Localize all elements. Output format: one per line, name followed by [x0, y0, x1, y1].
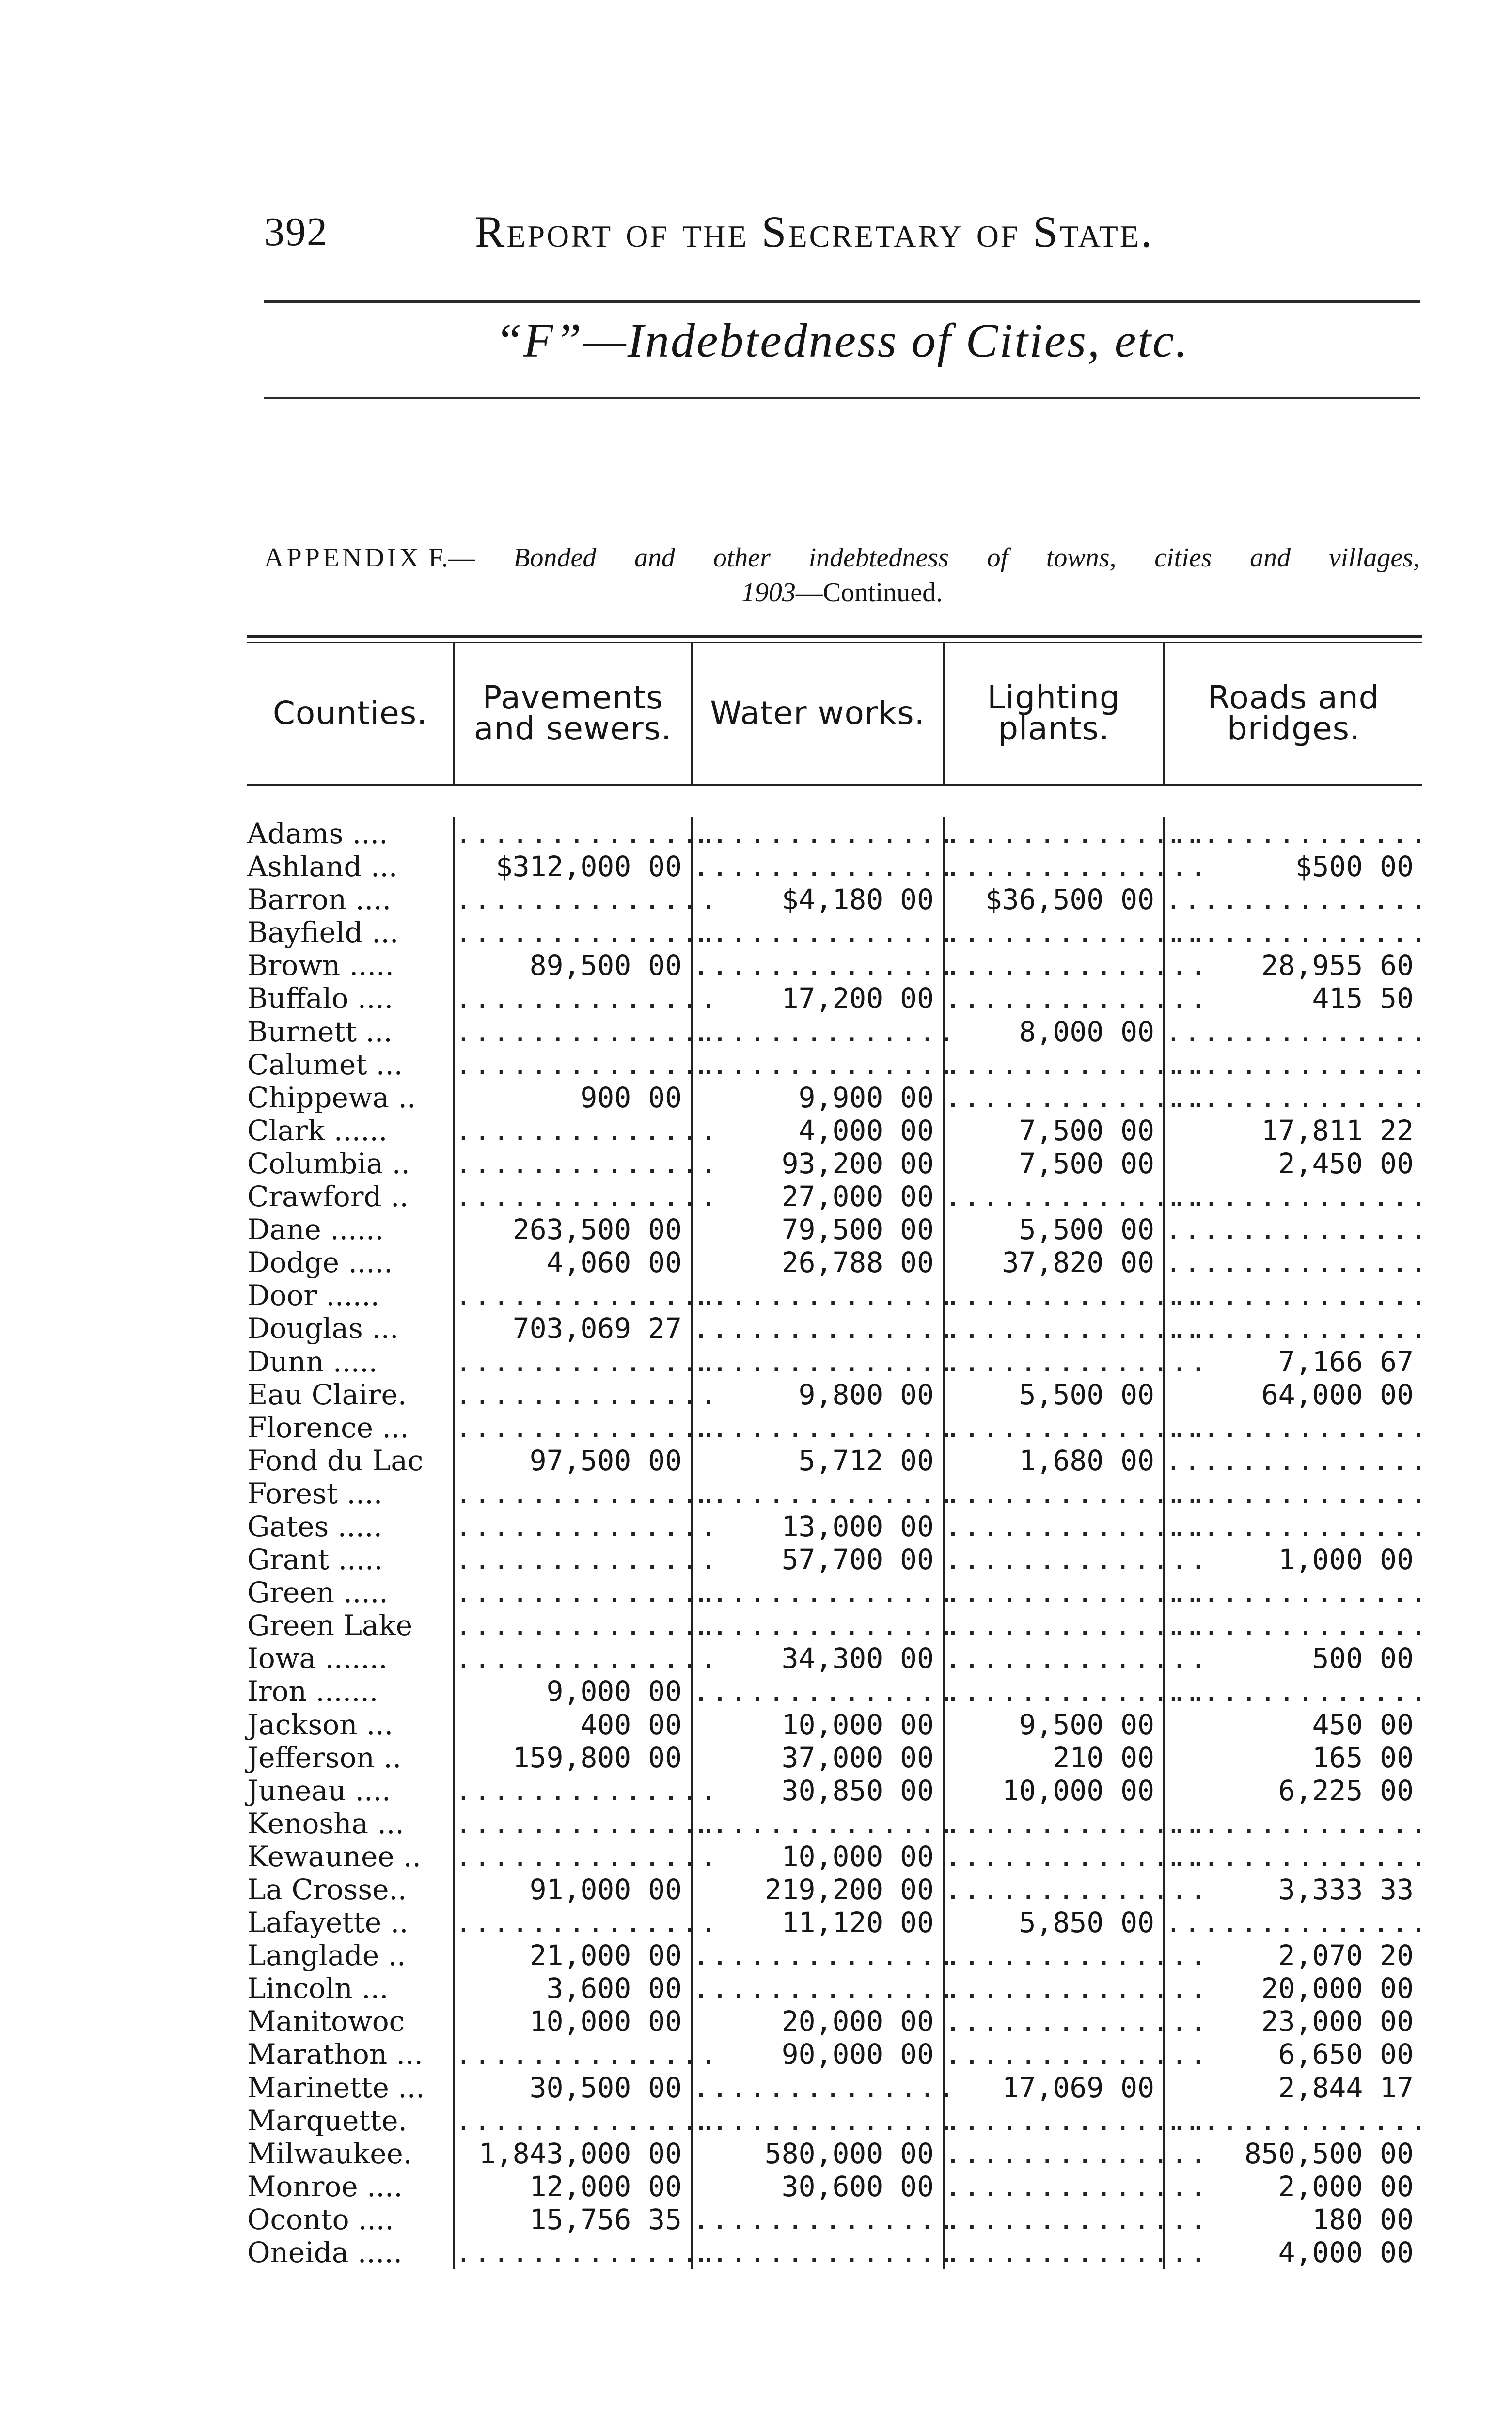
leader-dots: .............. [943, 2038, 1163, 2071]
table-row [247, 1840, 1429, 1873]
county-name: Bayfield ... [247, 916, 399, 949]
leader-dots: .............. [691, 949, 943, 982]
amount-cell-roads: 415 50 [1163, 982, 1422, 1015]
leader-dots: .............. [453, 2038, 691, 2071]
county-name: Green ..... [247, 1576, 388, 1609]
county-name: Gates ..... [247, 1510, 382, 1543]
leader-dots: .............. [453, 1807, 691, 1840]
appendix-description-word: indebtedness [808, 543, 949, 573]
leader-dots: .............. [1163, 1576, 1422, 1609]
amount-cell-pavements: 10,000 00 [453, 2005, 691, 2038]
leader-dots: .............. [943, 1675, 1163, 1708]
county-name: Calumet ... [247, 1048, 403, 1081]
leader-dots: .............. [691, 1939, 943, 1972]
table-header-row [247, 643, 1422, 786]
leader-dots: .............. [691, 1279, 943, 1312]
leader-dots: .............. [453, 1642, 691, 1675]
county-name: Manitowoc [247, 2005, 405, 2038]
leader-dots: .............. [1163, 1048, 1422, 1081]
leader-dots: .............. [943, 1807, 1163, 1840]
table-row [247, 1015, 1429, 1048]
leader-dots: .............. [691, 2071, 943, 2104]
amount-cell-lighting: 8,000 00 [943, 1015, 1163, 1048]
county-name: Lafayette .. [247, 1906, 409, 1939]
leader-dots: .............. [691, 1345, 943, 1378]
amount-cell-roads: 180 00 [1163, 2203, 1422, 2236]
amount-cell-water: 17,200 00 [691, 982, 943, 1015]
table-row [247, 883, 1429, 916]
amount-cell-lighting: 1,680 00 [943, 1444, 1163, 1477]
amount-cell-lighting: 5,850 00 [943, 1906, 1163, 1939]
table-row [247, 1609, 1429, 1642]
amount-cell-water: 26,788 00 [691, 1246, 943, 1279]
column-header-water-works: Water works. [691, 643, 943, 784]
amount-cell-water: $4,180 00 [691, 883, 943, 916]
table-row [247, 949, 1422, 982]
leader-dots: .............. [1163, 817, 1422, 850]
amount-cell-pavements: 900 00 [453, 1081, 691, 1114]
table-row [247, 1114, 1422, 1147]
amount-cell-pavements: 159,800 00 [453, 1741, 691, 1774]
county-name: Columbia .. [247, 1147, 410, 1180]
table-row [247, 1807, 1429, 1840]
leader-dots: .............. [1163, 1807, 1422, 1840]
header-rule [264, 300, 1420, 303]
amount-cell-pavements: 4,060 00 [453, 1246, 691, 1279]
amount-cell-pavements: 21,000 00 [453, 1939, 691, 1972]
leader-dots: .............. [691, 1312, 943, 1345]
county-name: Kenosha ... [247, 1807, 404, 1840]
county-name: Douglas ... [247, 1312, 399, 1345]
amount-cell-lighting: 5,500 00 [943, 1213, 1163, 1246]
leader-dots: .............. [453, 1180, 691, 1213]
amount-cell-roads: 28,955 60 [1163, 949, 1422, 982]
leader-dots: .............. [943, 817, 1163, 850]
leader-dots: .............. [943, 1972, 1163, 2005]
county-name: Dane ...... [247, 1213, 384, 1246]
table-row [247, 2038, 1422, 2071]
county-name: Crawford .. [247, 1180, 409, 1213]
leader-dots: .............. [691, 2203, 943, 2236]
leader-dots: .............. [943, 1312, 1163, 1345]
county-name: Jefferson .. [247, 1741, 402, 1774]
leader-dots: .............. [453, 1774, 691, 1807]
amount-cell-lighting: 7,500 00 [943, 1114, 1163, 1147]
amount-cell-water: 37,000 00 [691, 1741, 943, 1774]
leader-dots: .............. [1163, 1477, 1422, 1510]
amount-cell-water: 10,000 00 [691, 1840, 943, 1873]
amount-cell-water: 13,000 00 [691, 1510, 943, 1543]
appendix-heading-line1 [264, 540, 1420, 575]
leader-dots: .............. [1163, 1510, 1422, 1543]
amount-cell-pavements: 703,069 27 [453, 1312, 691, 1345]
table-row [247, 2104, 1429, 2137]
table-row [247, 1642, 1422, 1675]
leader-dots: .............. [453, 1576, 691, 1609]
leader-dots: .............. [453, 1345, 691, 1378]
county-name: Lincoln ... [247, 1972, 389, 2005]
amount-cell-lighting: $36,500 00 [943, 883, 1163, 916]
amount-cell-roads: $500 00 [1163, 850, 1422, 883]
county-name: Oneida ..... [247, 2236, 403, 2269]
leader-dots: .............. [943, 1411, 1163, 1444]
table-row [247, 2236, 1422, 2269]
appendix-description-word: villages, [1328, 543, 1420, 573]
appendix-description-word: and [1250, 543, 1291, 573]
county-name: Grant ..... [247, 1543, 383, 1576]
table-row [247, 1708, 1422, 1741]
county-name: Ashland ... [247, 850, 398, 883]
leader-dots: .............. [943, 1840, 1163, 1873]
table-row [247, 2170, 1422, 2203]
leader-dots: .............. [1163, 2104, 1422, 2137]
amount-cell-roads: 64,000 00 [1163, 1378, 1422, 1411]
leader-dots: .............. [453, 1015, 691, 1048]
county-name: Dunn ..... [247, 1345, 378, 1378]
column-header-pavements: Pavements and sewers. [453, 643, 691, 784]
leader-dots: .............. [943, 916, 1163, 949]
leader-dots: .............. [453, 1840, 691, 1873]
leader-dots: .............. [691, 1675, 943, 1708]
amount-cell-roads: 6,650 00 [1163, 2038, 1422, 2071]
column-header-lighting: Lighting plants. [943, 643, 1163, 784]
leader-dots: .............. [1163, 1609, 1422, 1642]
appendix-description-word: of [987, 543, 1008, 573]
county-name: Clark ...... [247, 1114, 388, 1147]
amount-cell-roads: 2,844 17 [1163, 2071, 1422, 2104]
county-name: Iron ....... [247, 1675, 378, 1708]
table-row [247, 1774, 1422, 1807]
leader-dots: .............. [1163, 1840, 1422, 1873]
appendix-description-word: and [634, 543, 676, 573]
leader-dots: .............. [453, 1411, 691, 1444]
table-row [247, 1444, 1429, 1477]
table-row [247, 817, 1429, 850]
table-row [247, 916, 1429, 949]
section-title: “F”—Indebtedness of Cities, etc. [495, 314, 1189, 367]
county-name: Brown ..... [247, 949, 394, 982]
leader-dots: .............. [691, 817, 943, 850]
table-row [247, 1246, 1429, 1279]
amount-cell-water: 4,000 00 [691, 1114, 943, 1147]
leader-dots: .............. [1163, 1180, 1422, 1213]
amount-cell-lighting: 37,820 00 [943, 1246, 1163, 1279]
amount-cell-pavements: $312,000 00 [453, 850, 691, 883]
leader-dots: .............. [1163, 1312, 1422, 1345]
table-row [247, 1048, 1429, 1081]
leader-dots: .............. [691, 1576, 943, 1609]
table-row [247, 1411, 1429, 1444]
table-row [247, 1972, 1422, 2005]
amount-cell-lighting: 210 00 [943, 1741, 1163, 1774]
running-head: Report of the Secretary of State. [475, 207, 1154, 256]
leader-dots: .............. [1163, 1015, 1422, 1048]
page-number: 392 [264, 209, 328, 254]
appendix-description-word: towns, [1046, 543, 1117, 573]
table-row [247, 1543, 1422, 1576]
county-name: Milwaukee. [247, 2137, 412, 2170]
leader-dots: .............. [943, 2236, 1163, 2269]
table-row [247, 2137, 1422, 2170]
appendix-heading [264, 540, 1420, 610]
leader-dots: .............. [1163, 1081, 1422, 1114]
county-name: Fond du Lac [247, 1444, 424, 1477]
appendix-description-word: Bonded [513, 543, 597, 573]
leader-dots: .............. [943, 1510, 1163, 1543]
leader-dots: .............. [453, 2104, 691, 2137]
leader-dots: .............. [1163, 1279, 1422, 1312]
amount-cell-water: 9,800 00 [691, 1378, 943, 1411]
leader-dots: .............. [691, 1972, 943, 2005]
leader-dots: .............. [1163, 1213, 1422, 1246]
table-row [247, 1477, 1429, 1510]
amount-cell-pavements: 91,000 00 [453, 1873, 691, 1906]
table-row [247, 1279, 1429, 1312]
amount-cell-lighting: 17,069 00 [943, 2071, 1163, 2104]
amount-cell-lighting: 10,000 00 [943, 1774, 1163, 1807]
amount-cell-water: 57,700 00 [691, 1543, 943, 1576]
leader-dots: .............. [691, 2236, 943, 2269]
county-name: Green Lake [247, 1609, 413, 1642]
county-name: Marinette ... [247, 2071, 425, 2104]
county-name: Buffalo .... [247, 982, 394, 1015]
table-row [247, 1081, 1429, 1114]
amount-cell-pavements: 89,500 00 [453, 949, 691, 982]
amount-cell-pavements: 1,843,000 00 [453, 2137, 691, 2170]
amount-cell-roads: 4,000 00 [1163, 2236, 1422, 2269]
table-row [247, 1312, 1429, 1345]
amount-cell-pavements: 97,500 00 [453, 1444, 691, 1477]
table-row [247, 1906, 1429, 1939]
leader-dots: .............. [943, 1576, 1163, 1609]
leader-dots: .............. [943, 2203, 1163, 2236]
appendix-year: 1903 [741, 578, 796, 608]
appendix-description-word: cities [1154, 543, 1212, 573]
county-name: Burnett ... [247, 1015, 393, 1048]
leader-dots: .............. [943, 1477, 1163, 1510]
amount-cell-water: 219,200 00 [691, 1873, 943, 1906]
leader-dots: .............. [943, 1180, 1163, 1213]
leader-dots: .............. [453, 1906, 691, 1939]
leader-dots: .............. [943, 1345, 1163, 1378]
amount-cell-roads: 500 00 [1163, 1642, 1422, 1675]
column-header-counties: Counties. [272, 694, 428, 732]
county-name: Chippewa .. [247, 1081, 416, 1114]
leader-dots: .............. [453, 982, 691, 1015]
leader-dots: .............. [691, 2104, 943, 2137]
leader-dots: .............. [1163, 916, 1422, 949]
amount-cell-roads: 7,166 67 [1163, 1345, 1422, 1378]
amount-cell-water: 11,120 00 [691, 1906, 943, 1939]
amount-cell-water: 79,500 00 [691, 1213, 943, 1246]
leader-dots: .............. [943, 1939, 1163, 1972]
leader-dots: .............. [943, 1543, 1163, 1576]
amount-cell-water: 580,000 00 [691, 2137, 943, 2170]
amount-cell-roads: 450 00 [1163, 1708, 1422, 1741]
leader-dots: .............. [943, 1081, 1163, 1114]
leader-dots: .............. [691, 850, 943, 883]
leader-dots: .............. [453, 2236, 691, 2269]
table-row [247, 1147, 1422, 1180]
leader-dots: .............. [691, 1411, 943, 1444]
amount-cell-water: 34,300 00 [691, 1642, 943, 1675]
leader-dots: .............. [453, 916, 691, 949]
leader-dots: .............. [453, 817, 691, 850]
table-row [247, 1939, 1422, 1972]
leader-dots: .............. [1163, 1411, 1422, 1444]
amount-cell-roads: 3,333 33 [1163, 1873, 1422, 1906]
leader-dots: .............. [691, 1609, 943, 1642]
amount-cell-pavements: 263,500 00 [453, 1213, 691, 1246]
county-name: Juneau .... [247, 1774, 391, 1807]
table-row [247, 1873, 1422, 1906]
leader-dots: .............. [943, 2137, 1163, 2170]
amount-cell-lighting: 7,500 00 [943, 1147, 1163, 1180]
leader-dots: .............. [691, 916, 943, 949]
table-row [247, 1378, 1422, 1411]
amount-cell-pavements: 400 00 [453, 1708, 691, 1741]
appendix-description-word: other [713, 543, 771, 573]
leader-dots: .............. [943, 2005, 1163, 2038]
amount-cell-lighting: 5,500 00 [943, 1378, 1163, 1411]
leader-dots: .............. [943, 2104, 1163, 2137]
table-row [247, 2071, 1422, 2104]
amount-cell-pavements: 9,000 00 [453, 1675, 691, 1708]
amount-cell-roads: 1,000 00 [1163, 1543, 1422, 1576]
amount-cell-water: 90,000 00 [691, 2038, 943, 2071]
leader-dots: .............. [1163, 1444, 1422, 1477]
amount-cell-roads: 2,450 00 [1163, 1147, 1422, 1180]
leader-dots: .............. [943, 1048, 1163, 1081]
amount-cell-lighting: 9,500 00 [943, 1708, 1163, 1741]
leader-dots: .............. [453, 1279, 691, 1312]
amount-cell-water: 20,000 00 [691, 2005, 943, 2038]
amount-cell-roads: 6,225 00 [1163, 1774, 1422, 1807]
table-row [247, 2005, 1422, 2038]
leader-dots: .............. [943, 949, 1163, 982]
leader-dots: .............. [453, 1147, 691, 1180]
table-body [247, 817, 1429, 2269]
amount-cell-water: 93,200 00 [691, 1147, 943, 1180]
section-rule [264, 397, 1420, 399]
table-row [247, 1213, 1429, 1246]
leader-dots: .............. [943, 982, 1163, 1015]
leader-dots: .............. [691, 1477, 943, 1510]
leader-dots: .............. [943, 1279, 1163, 1312]
leader-dots: .............. [453, 883, 691, 916]
county-name: Marquette. [247, 2104, 407, 2137]
leader-dots: .............. [453, 1510, 691, 1543]
leader-dots: .............. [453, 1114, 691, 1147]
county-name: Kewaunee .. [247, 1840, 421, 1873]
amount-cell-roads: 2,070 20 [1163, 1939, 1422, 1972]
county-name: Florence ... [247, 1411, 409, 1444]
county-name: Langlade .. [247, 1939, 406, 1972]
table-row [247, 2203, 1422, 2236]
amount-cell-water: 30,850 00 [691, 1774, 943, 1807]
county-name: Oconto .... [247, 2203, 394, 2236]
indebtedness-table [247, 635, 1429, 2269]
amount-cell-water: 10,000 00 [691, 1708, 943, 1741]
amount-cell-water: 5,712 00 [691, 1444, 943, 1477]
county-name: Marathon ... [247, 2038, 423, 2071]
leader-dots: .............. [1163, 1246, 1422, 1279]
table-row [247, 850, 1422, 883]
table-row [247, 1741, 1422, 1774]
county-name: Monroe .... [247, 2170, 403, 2203]
county-name: Eau Claire. [247, 1378, 407, 1411]
leader-dots: .............. [1163, 1906, 1422, 1939]
leader-dots: .............. [453, 1378, 691, 1411]
amount-cell-roads: 165 00 [1163, 1741, 1422, 1774]
table-row [247, 982, 1422, 1015]
county-name: La Crosse.. [247, 1873, 407, 1906]
table-row [247, 1345, 1422, 1378]
amount-cell-roads: 20,000 00 [1163, 1972, 1422, 2005]
leader-dots: .............. [943, 2170, 1163, 2203]
leader-dots: .............. [453, 1543, 691, 1576]
leader-dots: .............. [943, 1609, 1163, 1642]
county-name: Forest .... [247, 1477, 383, 1510]
amount-cell-roads: 17,811 22 [1163, 1114, 1422, 1147]
amount-cell-water: 27,000 00 [691, 1180, 943, 1213]
table-row [247, 1510, 1429, 1543]
leader-dots: .............. [943, 850, 1163, 883]
table-row [247, 1576, 1429, 1609]
table-row [247, 1180, 1429, 1213]
amount-cell-water: 30,600 00 [691, 2170, 943, 2203]
table-top-rule [247, 635, 1422, 638]
county-name: Adams .... [247, 817, 388, 850]
amount-cell-pavements: 30,500 00 [453, 2071, 691, 2104]
appendix-continued: —Continued. [795, 578, 943, 608]
county-name: Dodge ..... [247, 1246, 393, 1279]
amount-cell-roads: 2,000 00 [1163, 2170, 1422, 2203]
amount-cell-pavements: 12,000 00 [453, 2170, 691, 2203]
leader-dots: .............. [1163, 1675, 1422, 1708]
leader-dots: .............. [691, 1015, 943, 1048]
appendix-label: APPENDIX F.— [264, 543, 475, 573]
leader-dots: .............. [453, 1048, 691, 1081]
county-name: Iowa ....... [247, 1642, 388, 1675]
amount-cell-water: 9,900 00 [691, 1081, 943, 1114]
amount-cell-roads: 850,500 00 [1163, 2137, 1422, 2170]
leader-dots: .............. [691, 1807, 943, 1840]
leader-dots: .............. [453, 1609, 691, 1642]
leader-dots: .............. [691, 1048, 943, 1081]
county-name: Barron .... [247, 883, 392, 916]
column-header-roads: Roads and bridges. [1163, 643, 1422, 784]
appendix-heading-line2 [264, 575, 1420, 610]
table-row [247, 1675, 1429, 1708]
leader-dots: .............. [943, 1642, 1163, 1675]
leader-dots: .............. [943, 1873, 1163, 1906]
amount-cell-roads: 23,000 00 [1163, 2005, 1422, 2038]
county-name: Jackson ... [247, 1708, 394, 1741]
leader-dots: .............. [1163, 883, 1422, 916]
county-name: Door ...... [247, 1279, 380, 1312]
amount-cell-pavements: 15,756 35 [453, 2203, 691, 2236]
amount-cell-pavements: 3,600 00 [453, 1972, 691, 2005]
leader-dots: .............. [453, 1477, 691, 1510]
